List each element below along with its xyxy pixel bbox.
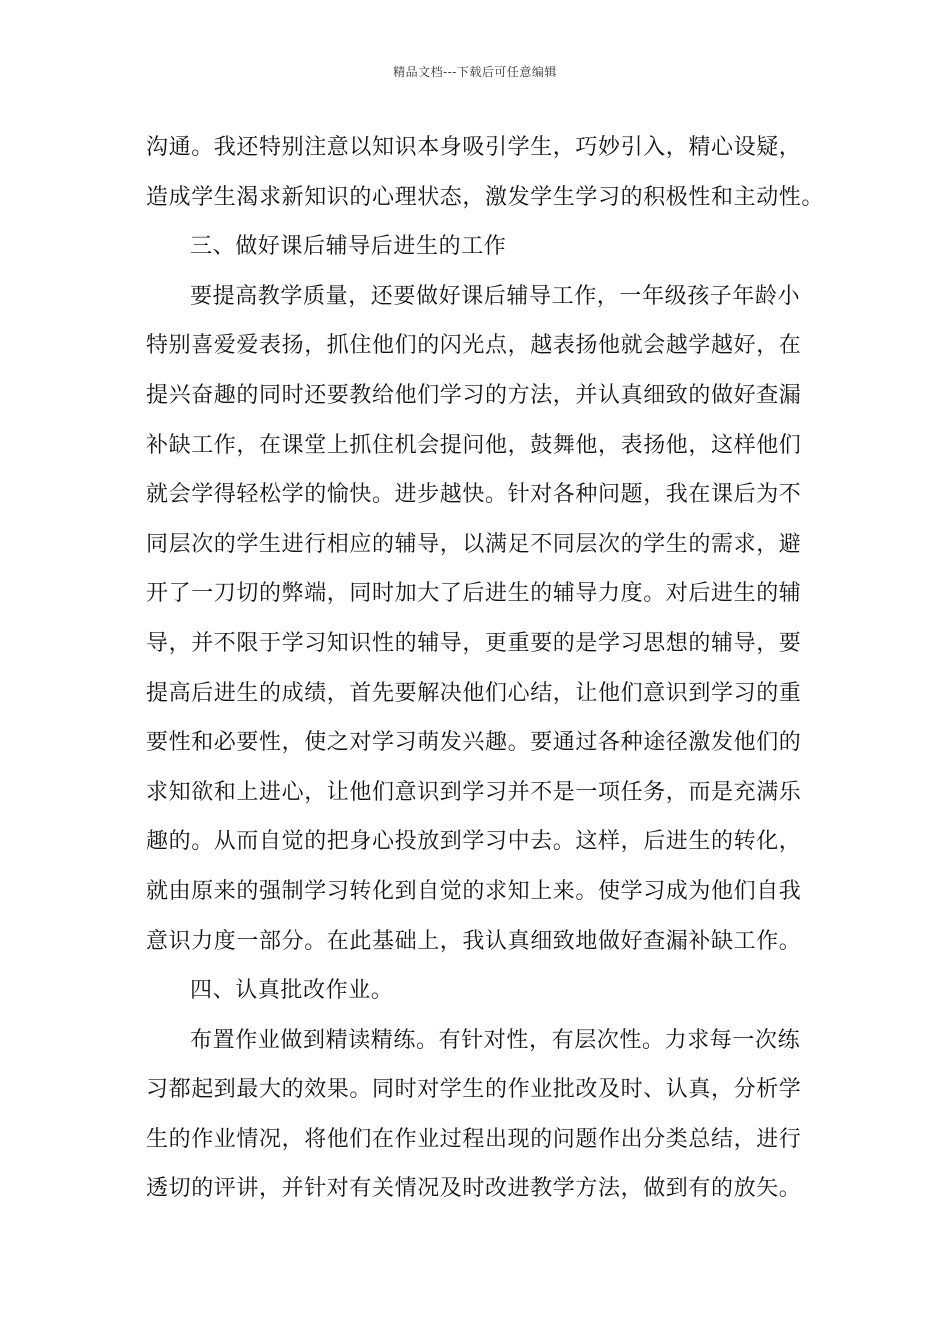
text-line: 趣的。从而自觉的把身心投放到学习中去。这样，后进生的转化， (146, 829, 802, 855)
text-line: 要提高教学质量，还要做好课后辅导工作，一年级孩子年龄小 (190, 283, 801, 309)
text-line: 补缺工作，在课堂上抓住机会提问他，鼓舞他，表扬他，这样他们 (146, 432, 802, 458)
text-line: 意识力度一部分。在此基础上，我认真细致地做好查漏补缺工作。 (146, 928, 802, 954)
text-line: 特别喜爱爱表扬，抓住他们的闪光点，越表扬他就会越学越好，在 (146, 333, 802, 359)
text-line: 提兴奋趣的同时还要教给他们学习的方法，并认真细致的做好查漏 (146, 382, 802, 408)
text-line: 就会学得轻松学的愉快。进步越快。针对各种问题，我在课后为不 (146, 482, 802, 508)
text-line: 布置作业做到精读精练。有针对性，有层次性。力求每一次练 (190, 1027, 801, 1053)
text-line: 就由原来的强制学习转化到自觉的求知上来。使学习成为他们自我 (146, 878, 802, 904)
text-line: 造成学生渴求新知识的心理状态，激发学生学习的积极性和主动性。 (146, 184, 825, 210)
text-line: 开了一刀切的弊端，同时加大了后进生的辅导力度。对后进生的辅 (146, 581, 802, 607)
page-header: 精品文档---下载后可任意编辑 (393, 65, 557, 79)
text-line: 同层次的学生进行相应的辅导，以满足不同层次的学生的需求，避 (146, 531, 802, 557)
text-line: 导，并不限于学习知识性的辅导，更重要的是学习思想的辅导，要 (146, 630, 802, 656)
text-line: 生的作业情况，将他们在作业过程出现的问题作出分类总结，进行 (146, 1126, 802, 1152)
text-line: 习都起到最大的效果。同时对学生的作业批改及时、认真，分析学 (146, 1077, 802, 1103)
text-line: 沟通。我还特别注意以知识本身吸引学生，巧妙引入，精心设疑， (146, 135, 802, 160)
text-line: 要性和必要性，使之对学习萌发兴趣。要通过各种途径激发他们的 (146, 730, 802, 756)
text-line: 三、做好课后辅导后进生的工作 (190, 234, 507, 260)
text-line: 透切的评讲，并针对有关情况及时改进教学方法，做到有的放矢。 (146, 1176, 802, 1202)
text-line: 四、认真批改作业。 (190, 978, 394, 1004)
document-body (146, 128, 825, 1219)
text-line: 求知欲和上进心，让他们意识到学习并不是一项任务，而是充满乐 (146, 779, 802, 805)
text-line: 提高后进生的成绩，首先要解决他们心结，让他们意识到学习的重 (146, 680, 802, 706)
